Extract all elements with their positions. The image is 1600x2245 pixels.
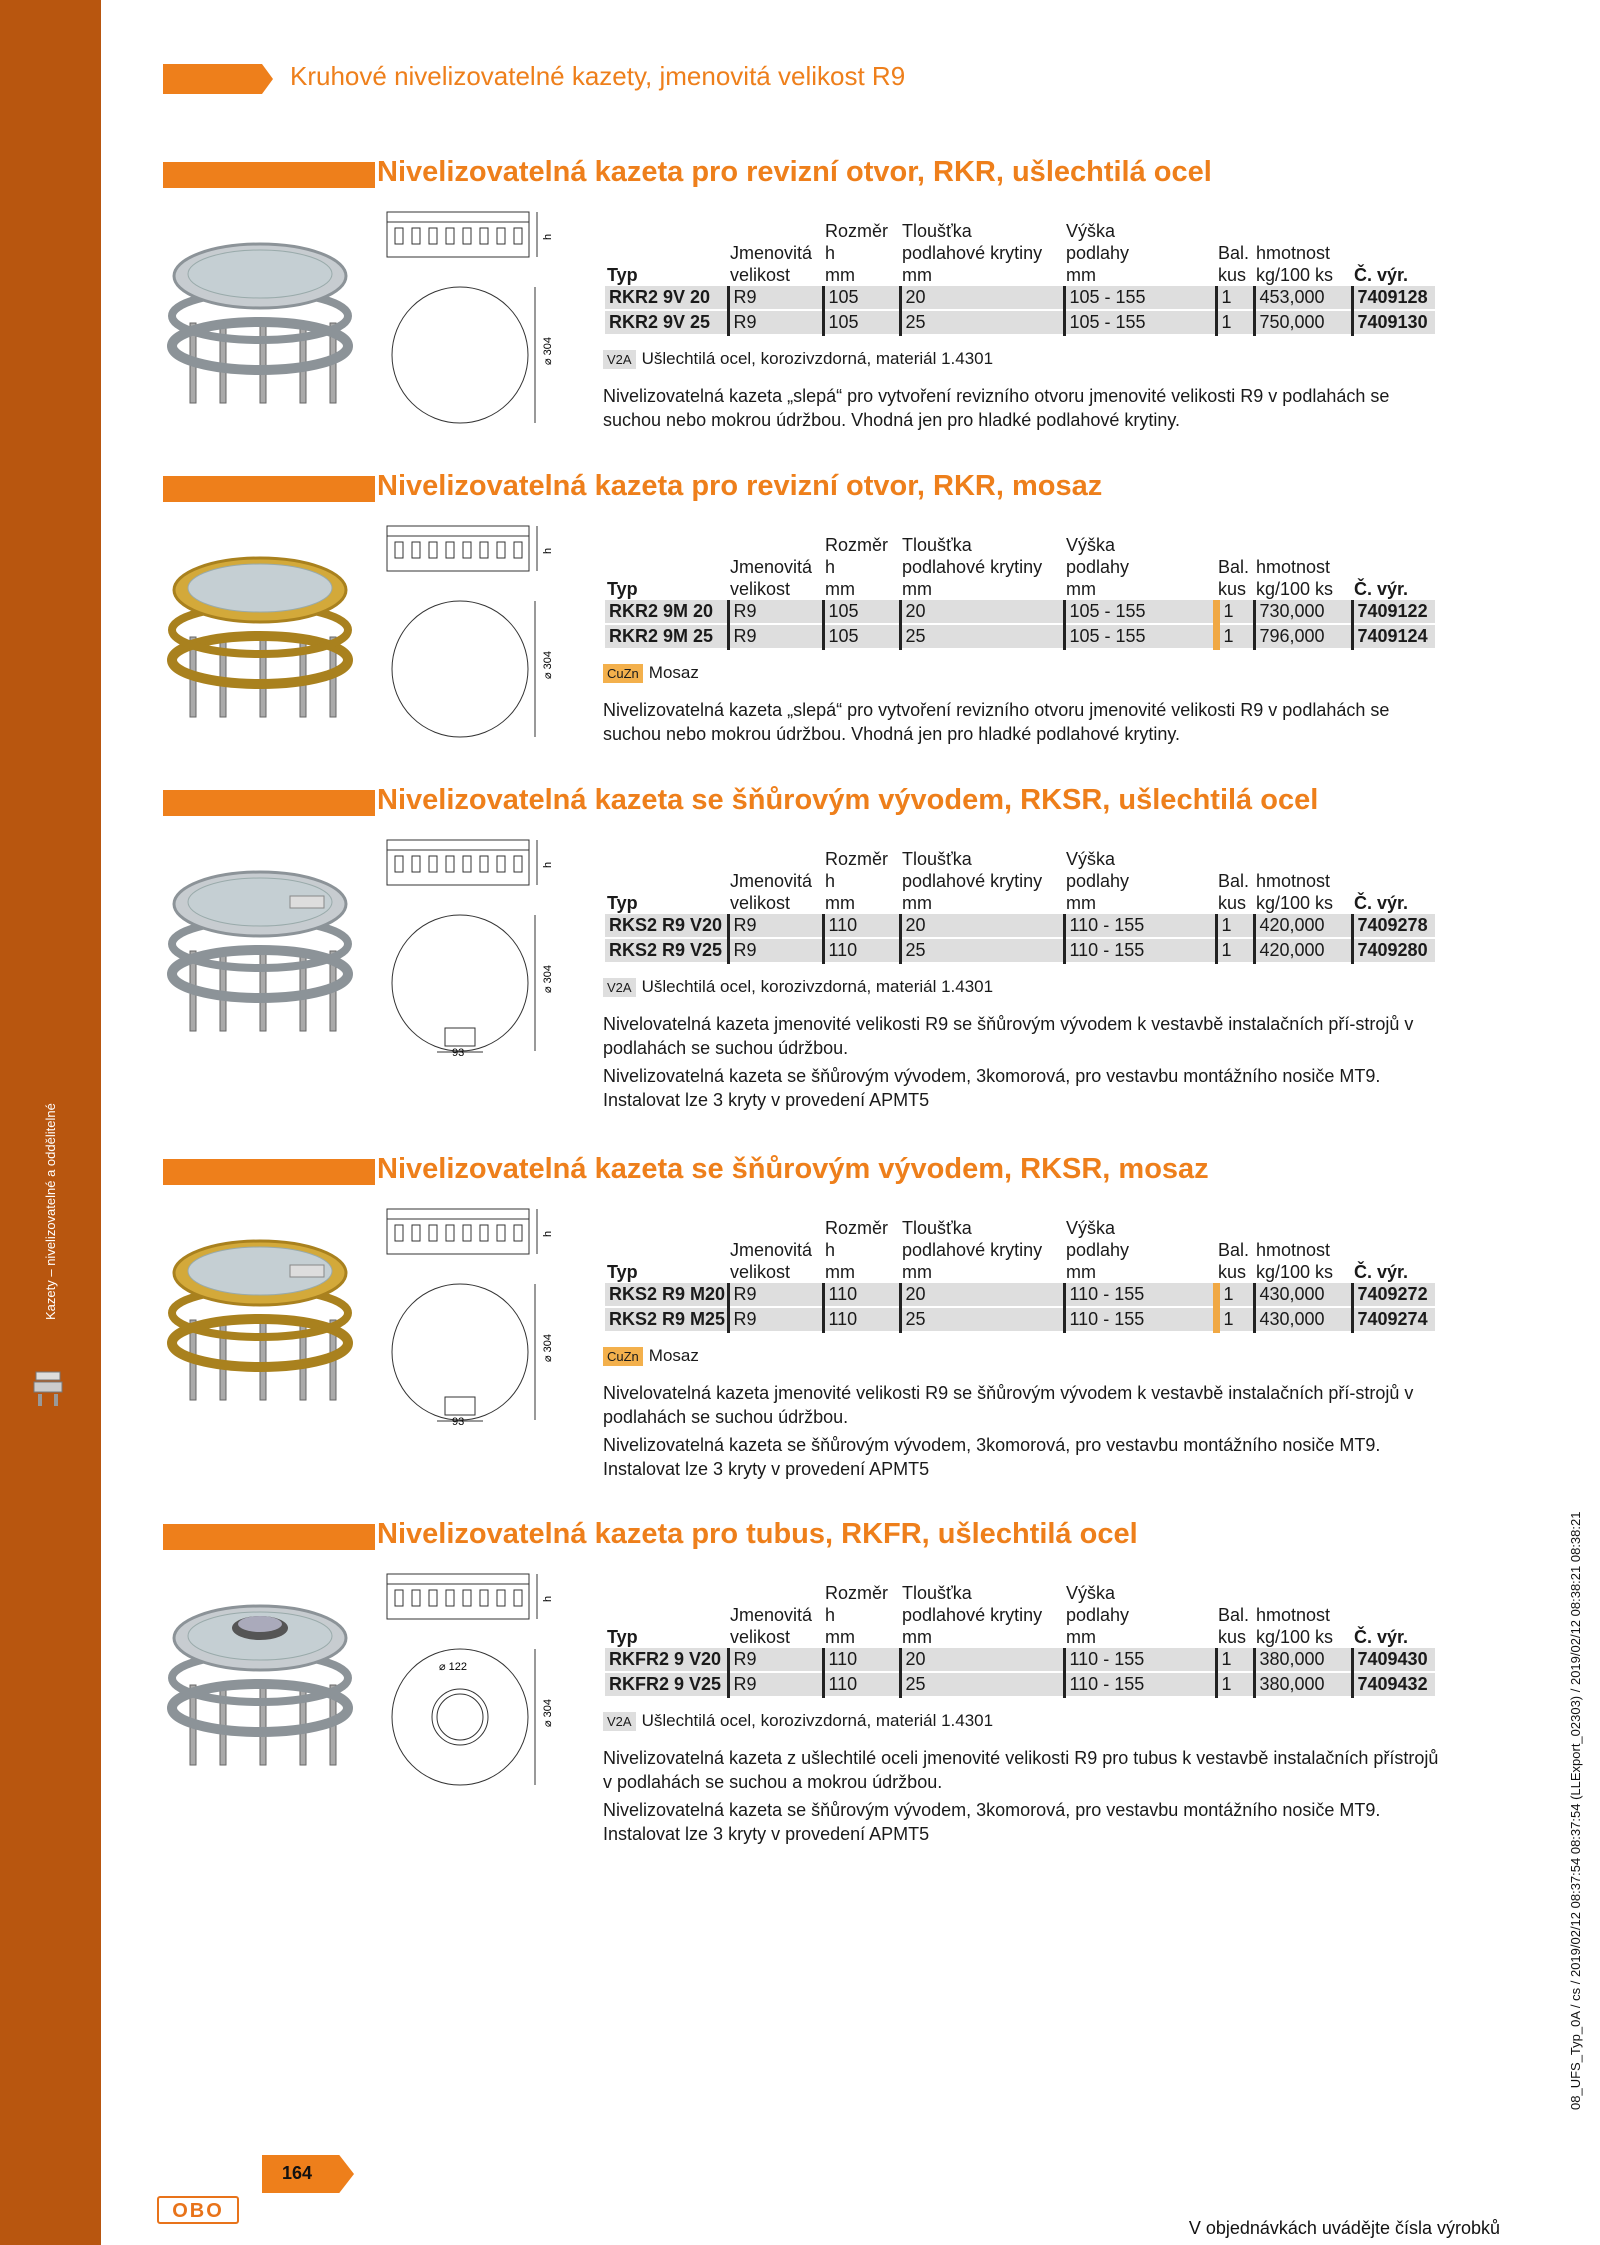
product-table xyxy=(605,1582,1435,1698)
column-header xyxy=(728,220,823,242)
column-header: podlahové krytiny xyxy=(902,871,1043,891)
column-header: Č. výr. xyxy=(1354,1627,1409,1647)
table-cell-bal: 1 xyxy=(1216,624,1254,649)
table-cell-art: 7409124 xyxy=(1352,624,1435,649)
table-cell-size: R9 xyxy=(728,600,823,624)
table-cell-h: 110 xyxy=(823,914,900,938)
material-badge: CuZn xyxy=(603,664,643,683)
table-cell-weight: 380,000 xyxy=(1254,1648,1352,1672)
technical-drawing xyxy=(385,524,560,744)
product-description xyxy=(603,698,1443,750)
table-cell-height: 110 - 155 xyxy=(1064,914,1216,938)
table-cell-size: R9 xyxy=(728,938,823,963)
table-cell-bal: 1 xyxy=(1216,914,1254,938)
table-cell-typ: RKR2 9M 25 xyxy=(605,624,728,649)
column-header: mm xyxy=(825,893,855,913)
table-cell-bal: 1 xyxy=(1216,1648,1254,1672)
table-cell-art: 7409430 xyxy=(1352,1648,1435,1672)
material-text: Mosaz xyxy=(648,1346,699,1365)
table-cell-size: R9 xyxy=(728,1307,823,1332)
description-paragraph: Nivelizovatelná kazeta „slepá“ pro vytvoření revizního otvoru jmenovité velikosti R9 v podlahách se suchou nebo mokrou údržbou. Vhodná jen pro hladké podlahové krytiny. xyxy=(603,386,1390,430)
column-header: hmotnost xyxy=(1256,1605,1331,1625)
page-title: Kruhové nivelizovatelné kazety, jmenovitá velikost R9 xyxy=(290,61,906,91)
svg-text:h: h xyxy=(542,547,554,554)
column-header: velikost xyxy=(730,893,791,913)
table-cell-weight: 730,000 xyxy=(1254,600,1352,624)
table-row xyxy=(605,310,1435,335)
column-header xyxy=(728,848,823,870)
column-header: kg/100 ks xyxy=(1256,1627,1334,1647)
column-header xyxy=(1254,1582,1352,1604)
column-header xyxy=(605,1239,728,1261)
column-header xyxy=(1352,242,1435,264)
column-header: Č. výr. xyxy=(1354,265,1409,285)
table-cell-typ: RKS2 R9 V25 xyxy=(605,938,728,963)
table-cell-h: 110 xyxy=(823,1672,900,1697)
column-header: Bal. xyxy=(1218,871,1250,891)
table-cell-typ: RKFR2 9 V25 xyxy=(605,1672,728,1697)
table-cell-art: 7409280 xyxy=(1352,938,1435,963)
column-header: kg/100 ks xyxy=(1256,579,1334,599)
section-accent-bar xyxy=(163,790,375,816)
product-description xyxy=(603,384,1443,436)
svg-text:93: 93 xyxy=(452,1416,465,1427)
table-cell-art: 7409130 xyxy=(1352,310,1435,335)
description-paragraph: Nivelizovatelná kazeta se šňůrovým vývodem, 3komorová, pro vestavbu montážního nosiče MT9. Instalovat lze 3 kryty v provedení APMT5 xyxy=(603,1800,1381,1844)
column-header: Typ xyxy=(607,265,638,285)
column-header: Jmenovitá xyxy=(730,871,813,891)
column-header xyxy=(605,242,728,264)
column-header xyxy=(1216,220,1254,242)
table-cell-typ: RKR2 9M 20 xyxy=(605,600,728,624)
table-cell-bal: 1 xyxy=(1216,1307,1254,1332)
footer-note: V objednávkách uvádějte čísla výrobků xyxy=(1188,2218,1500,2238)
table-cell-typ: RKS2 R9 M20 xyxy=(605,1283,728,1307)
technical-drawing xyxy=(385,838,560,1058)
section-title: Nivelizovatelná kazeta se šňůrovým vývodem, RKSR, ušlechtilá ocel xyxy=(377,784,1319,816)
product-table xyxy=(605,220,1435,336)
table-cell-thick: 20 xyxy=(900,1648,1064,1672)
column-header xyxy=(1216,848,1254,870)
table-row xyxy=(605,286,1435,310)
sidebar-caption: Kazety – nivelizovatelné a oddělitelné xyxy=(43,1103,58,1320)
description-paragraph: Nivelizovatelná kazeta se šňůrovým vývodem, 3komorová, pro vestavbu montážního nosiče MT9. Instalovat lze 3 kryty v provedení APMT5 xyxy=(603,1435,1381,1479)
export-meta: 08_UFS_Typ_0A / cs / 2019/02/12 08:37:54 08:37:54 (LLExport_02303) / 2019/02/12 08:38:21 08:38:21 xyxy=(1568,1511,1583,2110)
material-badge: V2A xyxy=(603,978,636,997)
column-header xyxy=(1254,1217,1352,1239)
column-header xyxy=(605,848,728,870)
column-header: Jmenovitá xyxy=(730,1605,813,1625)
svg-text:h: h xyxy=(542,1595,554,1602)
column-header: podlahy xyxy=(1066,243,1130,263)
column-header: Č. výr. xyxy=(1354,893,1409,913)
column-header: podlahy xyxy=(1066,871,1130,891)
column-header: Rozměr xyxy=(825,1218,889,1238)
product-table xyxy=(605,848,1435,964)
material-line xyxy=(603,349,993,369)
table-row xyxy=(605,1307,1435,1332)
table-cell-bal: 1 xyxy=(1216,1283,1254,1307)
column-header xyxy=(1352,534,1435,556)
table-cell-weight: 380,000 xyxy=(1254,1672,1352,1697)
column-header: Tloušťka xyxy=(902,1583,972,1603)
column-header: Tloušťka xyxy=(902,221,972,241)
section-accent-bar xyxy=(163,476,375,502)
material-badge: CuZn xyxy=(603,1347,643,1366)
column-header xyxy=(605,1604,728,1626)
column-header: kg/100 ks xyxy=(1256,893,1334,913)
column-header: velikost xyxy=(730,265,791,285)
column-header: Č. výr. xyxy=(1354,579,1409,599)
column-header xyxy=(605,1582,728,1604)
column-header: kg/100 ks xyxy=(1256,265,1334,285)
table-cell-art: 7409122 xyxy=(1352,600,1435,624)
column-header: kus xyxy=(1218,1627,1247,1647)
table-cell-height: 110 - 155 xyxy=(1064,1283,1216,1307)
column-header xyxy=(1216,534,1254,556)
material-line xyxy=(603,1711,993,1731)
svg-text:h: h xyxy=(542,1230,554,1237)
table-cell-thick: 20 xyxy=(900,914,1064,938)
svg-text:h: h xyxy=(542,233,554,240)
column-header xyxy=(1352,1217,1435,1239)
column-header: Výška xyxy=(1066,849,1116,869)
product-photo xyxy=(160,228,360,418)
column-header: h xyxy=(825,557,836,577)
column-header: mm xyxy=(902,265,932,285)
column-header: podlahové krytiny xyxy=(902,1605,1043,1625)
column-header: hmotnost xyxy=(1256,1240,1331,1260)
column-header xyxy=(728,534,823,556)
column-header xyxy=(605,534,728,556)
column-header xyxy=(1254,220,1352,242)
column-header: kus xyxy=(1218,1262,1247,1282)
table-cell-thick: 25 xyxy=(900,938,1064,963)
column-header xyxy=(1352,1582,1435,1604)
table-cell-size: R9 xyxy=(728,1283,823,1307)
column-header: Tloušťka xyxy=(902,849,972,869)
column-header: velikost xyxy=(730,1262,791,1282)
column-header: h xyxy=(825,1605,836,1625)
table-cell-weight: 420,000 xyxy=(1254,914,1352,938)
column-header: mm xyxy=(902,579,932,599)
column-header: mm xyxy=(825,1262,855,1282)
obo-logo xyxy=(157,2196,239,2224)
table-cell-typ: RKS2 R9 V20 xyxy=(605,914,728,938)
table-cell-weight: 430,000 xyxy=(1254,1283,1352,1307)
table-cell-thick: 25 xyxy=(900,624,1064,649)
table-cell-thick: 25 xyxy=(900,1307,1064,1332)
product-photo xyxy=(160,856,360,1046)
column-header: Typ xyxy=(607,579,638,599)
column-header xyxy=(605,220,728,242)
material-line xyxy=(603,1346,699,1366)
column-header: h xyxy=(825,871,836,891)
table-cell-size: R9 xyxy=(728,914,823,938)
table-cell-typ: RKR2 9V 25 xyxy=(605,310,728,335)
column-header: kus xyxy=(1218,579,1247,599)
column-header: mm xyxy=(902,1262,932,1282)
column-header xyxy=(605,556,728,578)
table-cell-height: 110 - 155 xyxy=(1064,938,1216,963)
column-header xyxy=(1352,1604,1435,1626)
column-header xyxy=(605,1217,728,1239)
column-header: mm xyxy=(1066,893,1096,913)
svg-text:⌀ 304: ⌀ 304 xyxy=(542,964,554,993)
description-paragraph: Nivelovatelná kazeta jmenovité velikosti R9 se šňůrovým vývodem k vestavbě instalačních pří-strojů v podlahách se suchou údržbou. xyxy=(603,1383,1414,1427)
column-header xyxy=(1352,220,1435,242)
column-header: mm xyxy=(1066,1262,1096,1282)
product-photo xyxy=(160,1225,360,1415)
table-cell-size: R9 xyxy=(728,286,823,310)
table-row xyxy=(605,624,1435,649)
material-badge: V2A xyxy=(603,350,636,369)
column-header: Výška xyxy=(1066,1218,1116,1238)
table-row xyxy=(605,914,1435,938)
column-header: mm xyxy=(825,265,855,285)
column-header xyxy=(1216,1582,1254,1604)
table-cell-h: 110 xyxy=(823,1283,900,1307)
description-paragraph: Nivelizovatelná kazeta z ušlechtilé oceli jmenovité velikosti R9 pro tubus k vestavbě instalačních přístrojů v podlahách se suchou a mokrou údržbou. xyxy=(603,1748,1439,1792)
material-line xyxy=(603,663,699,683)
table-cell-typ: RKS2 R9 M25 xyxy=(605,1307,728,1332)
column-header: Výška xyxy=(1066,1583,1116,1603)
table-cell-art: 7409432 xyxy=(1352,1672,1435,1697)
table-cell-weight: 420,000 xyxy=(1254,938,1352,963)
material-badge: V2A xyxy=(603,1712,636,1731)
table-cell-thick: 25 xyxy=(900,310,1064,335)
table-cell-art: 7409274 xyxy=(1352,1307,1435,1332)
table-cell-typ: RKR2 9V 20 xyxy=(605,286,728,310)
table-row xyxy=(605,1648,1435,1672)
table-cell-size: R9 xyxy=(728,1648,823,1672)
header-accent-bar xyxy=(163,64,273,94)
column-header: hmotnost xyxy=(1256,871,1331,891)
table-cell-bal: 1 xyxy=(1216,938,1254,963)
svg-text:⌀ 122: ⌀ 122 xyxy=(439,1661,468,1673)
column-header: Bal. xyxy=(1218,243,1250,263)
column-header xyxy=(1254,848,1352,870)
column-header: podlahové krytiny xyxy=(902,1240,1043,1260)
table-cell-h: 110 xyxy=(823,938,900,963)
column-header: velikost xyxy=(730,579,791,599)
description-paragraph: Nivelizovatelná kazeta „slepá“ pro vytvoření revizního otvoru jmenovité velikosti R9 v podlahách se suchou nebo mokrou údržbou. Vhodná jen pro hladké podlahové krytiny. xyxy=(603,700,1390,744)
technical-drawing xyxy=(385,1207,560,1427)
table-cell-bal: 1 xyxy=(1216,286,1254,310)
cassette-icon xyxy=(30,1366,66,1410)
column-header xyxy=(728,1217,823,1239)
column-header: Bal. xyxy=(1218,557,1250,577)
table-cell-bal: 1 xyxy=(1216,310,1254,335)
table-cell-h: 105 xyxy=(823,600,900,624)
column-header xyxy=(728,1582,823,1604)
column-header: Rozměr xyxy=(825,849,889,869)
column-header: Rozměr xyxy=(825,221,889,241)
column-header: mm xyxy=(825,1627,855,1647)
table-cell-art: 7409278 xyxy=(1352,914,1435,938)
table-cell-h: 105 xyxy=(823,624,900,649)
section-accent-bar xyxy=(163,1159,375,1185)
svg-text:⌀ 304: ⌀ 304 xyxy=(542,1333,554,1362)
table-cell-height: 105 - 155 xyxy=(1064,600,1216,624)
table-cell-bal: 1 xyxy=(1216,1672,1254,1697)
material-line xyxy=(603,977,993,997)
section-title: Nivelizovatelná kazeta se šňůrovým vývodem, RKSR, mosaz xyxy=(377,1153,1209,1185)
column-header xyxy=(605,870,728,892)
description-paragraph: Nivelovatelná kazeta jmenovité velikosti R9 se šňůrovým vývodem k vestavbě instalačních pří-strojů v podlahách se suchou údržbou. xyxy=(603,1014,1414,1058)
column-header: podlahové krytiny xyxy=(902,243,1043,263)
svg-text:⌀ 304: ⌀ 304 xyxy=(542,336,554,365)
column-header xyxy=(1352,1239,1435,1261)
section-title: Nivelizovatelná kazeta pro revizní otvor, RKR, mosaz xyxy=(377,470,1103,502)
column-header: Výška xyxy=(1066,221,1116,241)
table-cell-bal: 1 xyxy=(1216,600,1254,624)
table-cell-art: 7409128 xyxy=(1352,286,1435,310)
column-header xyxy=(1254,534,1352,556)
column-header: Bal. xyxy=(1218,1240,1250,1260)
table-row xyxy=(605,938,1435,963)
table-cell-height: 110 - 155 xyxy=(1064,1307,1216,1332)
column-header: Typ xyxy=(607,1262,638,1282)
column-header: podlahy xyxy=(1066,1240,1130,1260)
column-header: podlahy xyxy=(1066,1605,1130,1625)
column-header: kus xyxy=(1218,893,1247,913)
svg-text:OBO: OBO xyxy=(172,2200,224,2222)
table-cell-height: 105 - 155 xyxy=(1064,310,1216,335)
column-header: podlahové krytiny xyxy=(902,557,1043,577)
material-text: Ušlechtilá ocel, korozivzdorná, materiál 1.4301 xyxy=(641,977,994,996)
column-header: h xyxy=(825,1240,836,1260)
column-header: mm xyxy=(1066,265,1096,285)
section-accent-bar xyxy=(163,162,375,188)
table-cell-h: 110 xyxy=(823,1307,900,1332)
column-header: mm xyxy=(1066,1627,1096,1647)
column-header xyxy=(1352,556,1435,578)
table-cell-size: R9 xyxy=(728,1672,823,1697)
column-header: Č. výr. xyxy=(1354,1262,1409,1282)
table-cell-thick: 20 xyxy=(900,286,1064,310)
column-header: Tloušťka xyxy=(902,535,972,555)
column-header xyxy=(1216,1217,1254,1239)
technical-drawing xyxy=(385,210,560,430)
table-row xyxy=(605,600,1435,624)
table-cell-weight: 453,000 xyxy=(1254,286,1352,310)
column-header: hmotnost xyxy=(1256,557,1331,577)
svg-text:h: h xyxy=(542,861,554,868)
material-text: Ušlechtilá ocel, korozivzdorná, materiál 1.4301 xyxy=(641,1711,994,1730)
section-accent-bar xyxy=(163,1524,375,1550)
table-cell-height: 105 - 155 xyxy=(1064,624,1216,649)
product-description xyxy=(603,1012,1443,1116)
column-header: mm xyxy=(902,1627,932,1647)
column-header: kus xyxy=(1218,265,1247,285)
column-header: Jmenovitá xyxy=(730,1240,813,1260)
product-photo xyxy=(160,542,360,732)
table-row xyxy=(605,1672,1435,1697)
column-header: Tloušťka xyxy=(902,1218,972,1238)
table-cell-height: 105 - 155 xyxy=(1064,286,1216,310)
section-title: Nivelizovatelná kazeta pro tubus, RKFR, ušlechtilá ocel xyxy=(377,1518,1138,1550)
table-cell-h: 110 xyxy=(823,1648,900,1672)
material-text: Mosaz xyxy=(648,663,699,682)
column-header: Typ xyxy=(607,1627,638,1647)
column-header: mm xyxy=(902,893,932,913)
product-photo xyxy=(160,1590,360,1780)
product-table xyxy=(605,1217,1435,1333)
svg-text:93: 93 xyxy=(452,1047,465,1058)
column-header: Výška xyxy=(1066,535,1116,555)
column-header: velikost xyxy=(730,1627,791,1647)
product-table xyxy=(605,534,1435,650)
column-header: Typ xyxy=(607,893,638,913)
product-description xyxy=(603,1381,1443,1485)
material-text: Ušlechtilá ocel, korozivzdorná, materiál 1.4301 xyxy=(641,349,994,368)
table-cell-thick: 25 xyxy=(900,1672,1064,1697)
column-header: Rozměr xyxy=(825,1583,889,1603)
column-header: Rozměr xyxy=(825,535,889,555)
page-number: 164 xyxy=(282,2163,313,2183)
table-cell-size: R9 xyxy=(728,624,823,649)
column-header: mm xyxy=(1066,579,1096,599)
table-cell-size: R9 xyxy=(728,310,823,335)
table-cell-typ: RKFR2 9 V20 xyxy=(605,1648,728,1672)
table-cell-h: 105 xyxy=(823,310,900,335)
column-header: hmotnost xyxy=(1256,243,1331,263)
table-cell-height: 110 - 155 xyxy=(1064,1648,1216,1672)
column-header: Jmenovitá xyxy=(730,557,813,577)
table-cell-thick: 20 xyxy=(900,1283,1064,1307)
column-header: Jmenovitá xyxy=(730,243,813,263)
column-header: podlahy xyxy=(1066,557,1130,577)
column-header: mm xyxy=(825,579,855,599)
table-row xyxy=(605,1283,1435,1307)
column-header: kg/100 ks xyxy=(1256,1262,1334,1282)
table-cell-h: 105 xyxy=(823,286,900,310)
table-cell-thick: 20 xyxy=(900,600,1064,624)
table-cell-art: 7409272 xyxy=(1352,1283,1435,1307)
table-cell-weight: 430,000 xyxy=(1254,1307,1352,1332)
technical-drawing xyxy=(385,1572,560,1792)
section-title: Nivelizovatelná kazeta pro revizní otvor, RKR, ušlechtilá ocel xyxy=(377,156,1212,188)
column-header: h xyxy=(825,243,836,263)
column-header xyxy=(1352,848,1435,870)
product-description xyxy=(603,1746,1443,1850)
table-cell-weight: 796,000 xyxy=(1254,624,1352,649)
column-header: Bal. xyxy=(1218,1605,1250,1625)
svg-text:⌀ 304: ⌀ 304 xyxy=(542,650,554,679)
description-paragraph: Nivelizovatelná kazeta se šňůrovým vývodem, 3komorová, pro vestavbu montážního nosiče MT9. Instalovat lze 3 kryty v provedení APMT5 xyxy=(603,1066,1381,1110)
table-cell-height: 110 - 155 xyxy=(1064,1672,1216,1697)
column-header xyxy=(1352,870,1435,892)
table-cell-weight: 750,000 xyxy=(1254,310,1352,335)
svg-text:⌀ 304: ⌀ 304 xyxy=(542,1698,554,1727)
